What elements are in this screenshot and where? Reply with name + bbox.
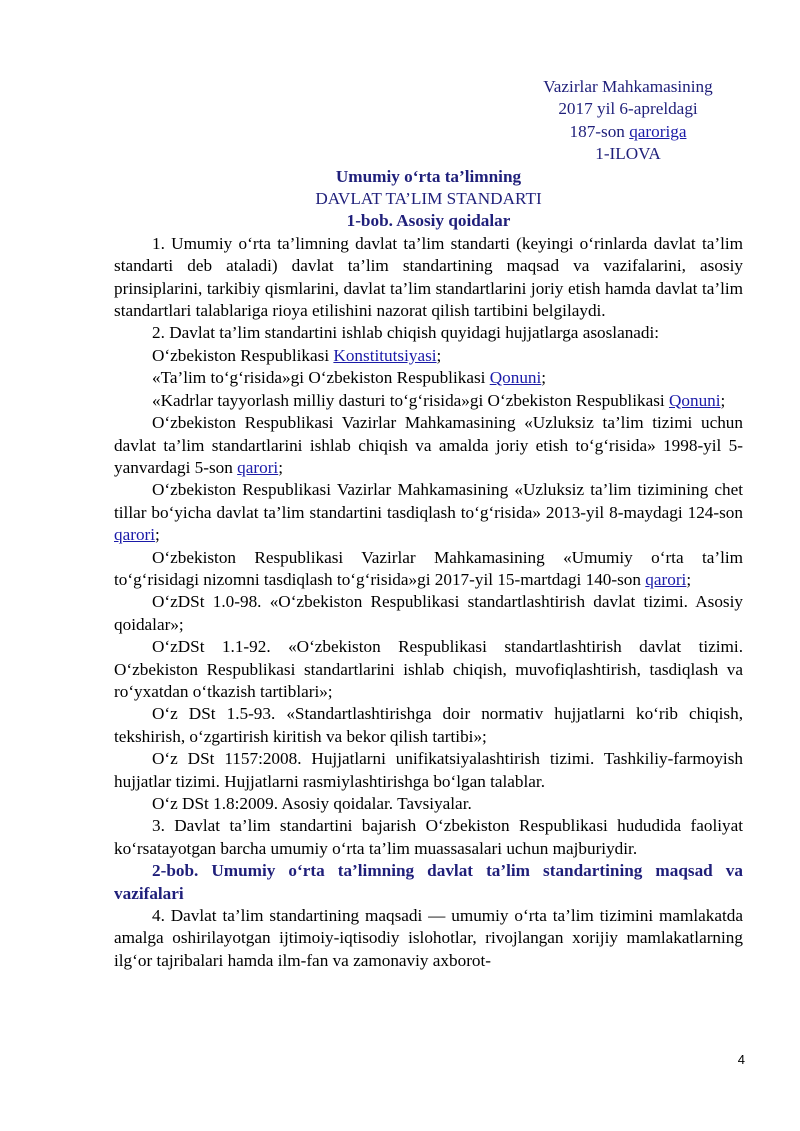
paragraph-4: 4. Davlat ta’lim standartining maqsadi — umumiy o‘rta ta’lim tizimini mamlakatda amalga oshirilayotgan ijtimoiy-iqtisodiy islohotlar, rivojlangan xorijiy mamlakatlarning ilg‘or tajribalari hamda ilm-fan va zamonaviy axborot- bbox=[114, 906, 743, 970]
annex-line-2: 2017 yil 6-apreldagi bbox=[558, 99, 698, 119]
reference-resolution-5 bbox=[114, 412, 743, 479]
konstitutsiyasi-link[interactable]: Konstitutsiyasi bbox=[333, 345, 437, 365]
title-line-1: Umumiy o‘rta ta’limning bbox=[335, 166, 522, 186]
paragraph-1: 1. Umumiy o‘rta ta’limning davlat ta’lim standarti (keyingi o‘rinlarda davlat ta’lim standarti deb ataladi) davlat ta’lim standartining maqsad va vazifalarini, asosiy prinsiplarini, tarkibiy qismlarini, davlat ta’lim standartlarini joriy etish hamda davlat ta’lim standartlari talablariga rioya etilishini nazorat qilish tartibini belgilaydi. bbox=[114, 233, 743, 321]
reference-text: «Kadrlar tayyorlash milliy dasturi to‘g‘risida»gi O‘zbekiston Respublikasi bbox=[152, 390, 669, 410]
page-number: 4 bbox=[737, 1052, 745, 1067]
reference-resolution-124 bbox=[114, 479, 743, 546]
reference-end: ; bbox=[278, 457, 283, 477]
qarori-link-3[interactable]: qarori bbox=[645, 569, 687, 589]
reference-end: ; bbox=[436, 345, 442, 365]
reference-end: ; bbox=[686, 569, 692, 589]
reference-end: ; bbox=[541, 368, 547, 388]
document-page bbox=[114, 76, 743, 972]
reference-text: O‘zbekiston Respublikasi bbox=[152, 345, 334, 365]
reference-education-law bbox=[114, 367, 743, 389]
reference-end: ; bbox=[720, 390, 726, 410]
qarori-link-1[interactable]: qarori bbox=[237, 457, 279, 477]
reference-text: O‘zbekiston Respublikasi Vazirlar Mahkamasining «Umumiy o‘rta ta’lim to‘g‘risidagi nizomni tasdiqlash to‘g‘risida»gi 2017-yil 15-martdagi 140-son bbox=[114, 547, 743, 589]
qonuni-link-2[interactable]: Qonuni bbox=[668, 390, 721, 410]
standard-1: O‘zDSt 1.0-98. «O‘zbekiston Respublikasi standartlashtirish davlat tizimi. Asosiy qoidalar»; bbox=[114, 592, 743, 634]
standard-5: O‘z DSt 1.8:2009. Asosiy qoidalar. Tavsiyalar. bbox=[152, 794, 472, 813]
standard-3: O‘z DSt 1.5-93. «Standartlashtirishga doir normativ hujjatlarni ko‘rib chiqish, tekshirish, o‘zgartirish kiritish va bekor qilish tartibi»; bbox=[114, 704, 743, 746]
annex-header bbox=[114, 76, 743, 166]
chapter-1-heading: 1-bob. Asosiy qoidalar bbox=[346, 211, 511, 231]
reference-text: «Ta’lim to‘g‘risida»gi O‘zbekiston Respublikasi bbox=[152, 368, 490, 388]
qaroriga-link[interactable]: qaroriga bbox=[629, 121, 687, 141]
annex-line-1: Vazirlar Mahkamasining bbox=[543, 77, 713, 96]
title-line-2: DAVLAT TA’LIM STANDARTI bbox=[315, 189, 542, 209]
paragraph-3: 3. Davlat ta’lim standartini bajarish O‘zbekiston Respublikasi hududida faoliyat ko‘rsatayotgan barcha umumiy o‘rta ta’lim muassasalari uchun majburiydir. bbox=[114, 816, 743, 858]
reference-end: ; bbox=[155, 525, 160, 545]
reference-cadre-law bbox=[114, 390, 743, 412]
annex-line-3 bbox=[528, 121, 728, 143]
standard-2: O‘zDSt 1.1-92. «O‘zbekiston Respublikasi standartlashtirish davlat tizimi. O‘zbekiston Respublikasi standartlarini ishlab chiqish, muvofiqlashtirish, tasdiqlash va ro‘yxatdan o‘tkazish tartiblari»; bbox=[114, 637, 743, 701]
annex-line-3-text: 187-son bbox=[569, 121, 630, 141]
qonuni-link-1[interactable]: Qonuni bbox=[489, 368, 542, 388]
chapter-2-heading: 2-bob. Umumiy o‘rta ta’limning davlat ta’lim standartining maqsad va vazifalari bbox=[114, 861, 743, 903]
annex-line-4: 1-ILOVA bbox=[595, 144, 661, 164]
reference-constitution bbox=[114, 345, 743, 367]
reference-text: O‘zbekiston Respublikasi Vazirlar Mahkamasining «Uzluksiz ta’lim tizimining chet tillar bo‘yicha davlat ta’lim standartini tasdiqlash to‘g‘risida» 2013-yil 8-maydagi 124-son bbox=[114, 480, 743, 522]
reference-text: O‘zbekiston Respublikasi Vazirlar Mahkamasining «Uzluksiz ta’lim tizimi uchun davlat ta’lim standartlarini ishlab chiqish va amalda joriy etish to‘g‘risida» 1998-yil 5-yanvardagi 5-son bbox=[114, 413, 743, 477]
paragraph-2: 2. Davlat ta’lim standartini ishlab chiqish quyidagi hujjatlarga asoslanadi: bbox=[152, 323, 660, 343]
standard-4: O‘z DSt 1157:2008. Hujjatlarni unifikatsiyalashtirish tizimi. Tashkiliy-farmoyish hujjatlar tizimi. Hujjatlarni rasmiylashtirishga bo‘lgan talablar. bbox=[114, 749, 743, 791]
qarori-link-2[interactable]: qarori bbox=[114, 525, 156, 545]
reference-resolution-140 bbox=[114, 547, 743, 592]
